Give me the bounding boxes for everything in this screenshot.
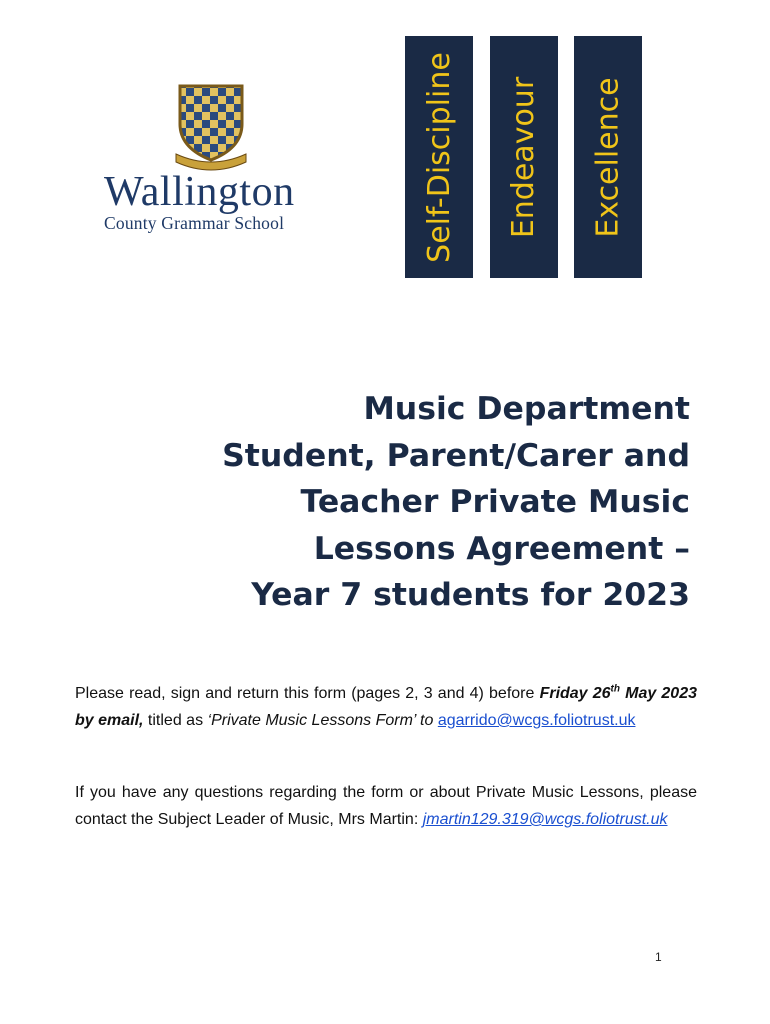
school-name	[104, 170, 344, 232]
school-name-subtitle: County Grammar School	[104, 213, 285, 233]
submission-email-link[interactable]: agarrido@wcgs.foliotrust.uk	[437, 712, 636, 729]
page-number: 1	[655, 950, 662, 964]
instructions-text: Please read, sign and return this form (pages 2, 3 and 4) before	[75, 685, 540, 702]
value-pillar-self-discipline	[405, 36, 473, 278]
title-line: Lessons Agreement –	[313, 530, 690, 567]
title-line: Year 7 students for 2023	[251, 577, 690, 613]
value-label: Excellence	[590, 76, 626, 238]
contact-text: If you have any questions regarding the form or about Private Music Lessons, please contact the Subject Leader of Music, Mrs Martin:	[75, 784, 697, 828]
school-name-wallington: Wallington	[104, 169, 295, 215]
deadline-day: Friday	[539, 685, 588, 702]
value-pillar-excellence	[574, 36, 642, 278]
deadline-suffix: th	[610, 683, 620, 695]
title-line: Music Department	[363, 391, 690, 427]
deadline-rest: May 2023 by email,	[75, 685, 698, 729]
contact-paragraph	[75, 779, 697, 833]
contact-email-link[interactable]: jmartin129.319@wcgs.foliotrust.uk	[422, 811, 668, 828]
instructions-text-b: titled as	[143, 712, 208, 729]
deadline-num: 26	[592, 685, 611, 702]
school-crest-logo	[170, 80, 252, 172]
title-line: Teacher Private Music	[300, 484, 690, 520]
email-subject: ‘Private Music Lessons Form’ to	[207, 712, 434, 729]
instructions-paragraph	[75, 680, 697, 734]
value-label: Endeavour	[506, 76, 542, 238]
value-pillar-endeavour	[490, 36, 558, 278]
title-line: Student, Parent/Carer and	[222, 437, 690, 474]
value-label: Self-Discipline	[421, 51, 457, 263]
document-title	[180, 386, 690, 619]
